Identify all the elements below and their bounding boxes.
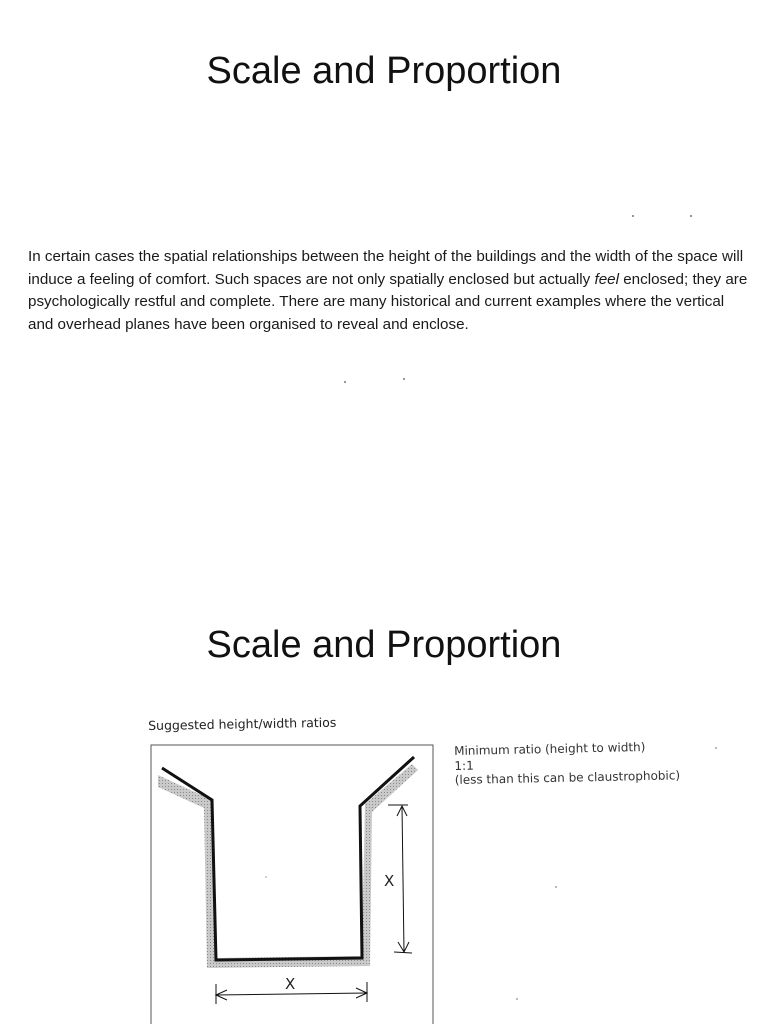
facade-line	[162, 757, 414, 960]
slide-title: Scale and Proportion	[206, 624, 562, 666]
figure-caption: Suggested height/width ratios	[148, 714, 337, 733]
paragraph-text-start: In certain cases the spatial relationships between the height of the buildings and the width of the space will induce a feeling of comfort. Such spaces are not only spatially enclosed but actually	[28, 248, 744, 288]
ratio-warning: (less than this can be claustrophobic)	[454, 768, 681, 787]
street-section-outline	[158, 764, 418, 968]
width-label: X	[285, 975, 296, 993]
scan-speck	[516, 998, 518, 1000]
slide-title: Scale and Proportion	[206, 50, 562, 92]
scan-speck	[265, 876, 267, 878]
scan-speck	[715, 747, 717, 749]
ratio-note-heading: Minimum ratio (height to width)	[454, 739, 646, 758]
height-dimension	[384, 805, 412, 953]
paragraph-text-end: enclosed; they are psychologically restful and complete. There are many historical and current examples where the vertical and overhead planes have been organised to reveal and enclose.	[28, 270, 748, 333]
width-dimension	[216, 975, 367, 1004]
height-label: X	[384, 872, 395, 890]
ratio-value: 1:1	[454, 758, 474, 773]
scan-speck	[555, 886, 557, 888]
paragraph-emphasis: feel	[594, 270, 619, 288]
